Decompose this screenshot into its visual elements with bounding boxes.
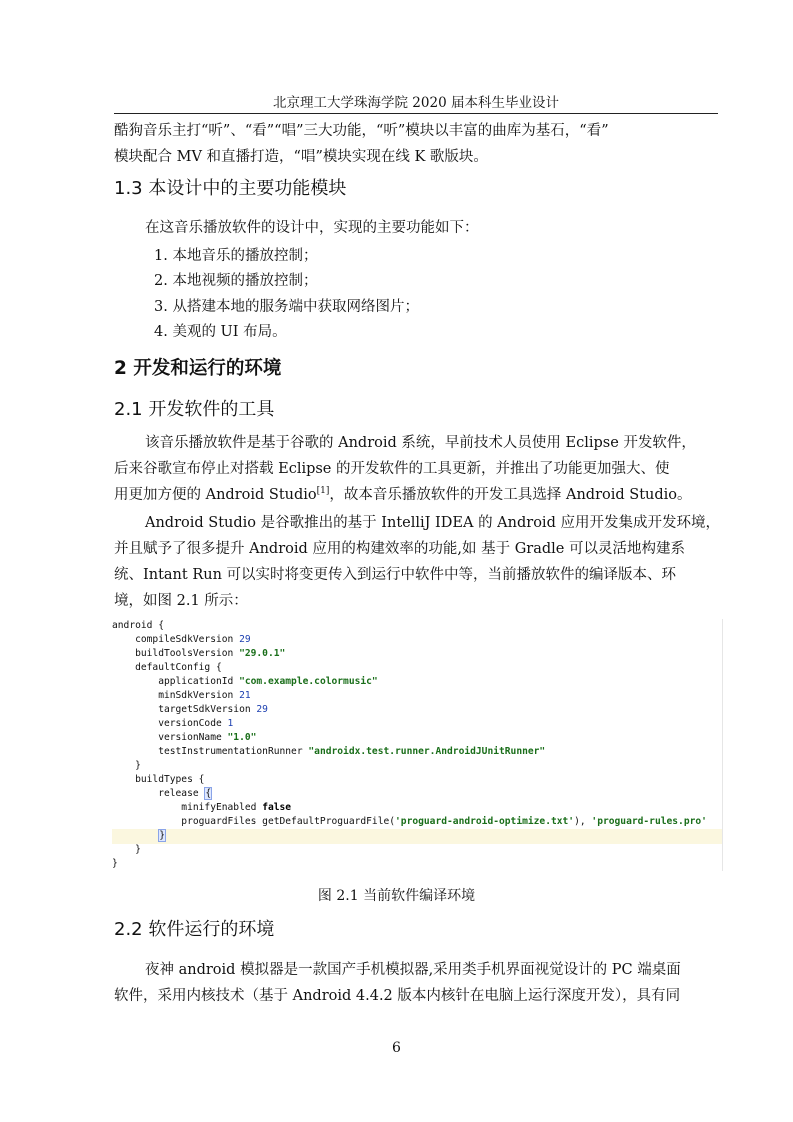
code-line: defaultConfig { bbox=[112, 662, 222, 673]
code-line: } bbox=[112, 760, 141, 771]
code-line: minSdkVersion 21 bbox=[112, 690, 251, 701]
list-item: 4. 美观的 UI 布局。 bbox=[154, 324, 287, 340]
section-heading-1-3: 1.3 本设计中的主要功能模块 bbox=[114, 178, 347, 199]
list-item: 2. 本地视频的播放控制； bbox=[154, 273, 318, 289]
code-line: targetSdkVersion 29 bbox=[112, 704, 268, 715]
section-1-3-lead: 在这音乐播放软件的设计中，实现的主要功能如下： bbox=[145, 220, 479, 236]
code-line: android { bbox=[112, 620, 164, 631]
section-2-1-p1-line-3: 用更加方便的 Android Studio[1]，故本音乐播放软件的开发工具选择 Android Studio。 bbox=[114, 486, 692, 503]
code-line: } bbox=[112, 844, 141, 855]
intro-line-1: 酷狗音乐主打“听”、“看”“唱”三大功能，“听”模块以丰富的曲库为基石，“看” bbox=[114, 123, 609, 139]
code-line: proguardFiles getDefaultProguardFile('proguard-android-optimize.txt'), 'proguard-rules.pro' bbox=[112, 816, 707, 827]
code-line-current: } bbox=[112, 829, 722, 844]
code-line: versionCode 1 bbox=[112, 718, 234, 729]
section-heading-2-1: 2.1 开发软件的工具 bbox=[114, 399, 275, 420]
code-line: } bbox=[112, 858, 118, 869]
page-number: 6 bbox=[392, 1040, 401, 1056]
code-line: testInstrumentationRunner "androidx.test.runner.AndroidJUnitRunner" bbox=[112, 746, 546, 757]
list-item: 3. 从搭建本地的服务端中获取网络图片； bbox=[154, 299, 419, 315]
code-figure bbox=[112, 619, 723, 871]
section-2-2-p1-line-2: 软件，采用内核技术（基于 Android 4.4.2 版本内核针在电脑上运行深度开发），具有同 bbox=[114, 988, 681, 1004]
code-line: applicationId "com.example.colormusic" bbox=[112, 676, 378, 687]
code-line: buildToolsVersion "29.0.1" bbox=[112, 648, 286, 659]
section-2-1-p2-line-4: 境，如图 2.1 所示： bbox=[114, 593, 248, 609]
running-header: 北京理工大学珠海学院 2020 届本科生毕业设计 bbox=[273, 95, 559, 111]
code-line: compileSdkVersion 29 bbox=[112, 634, 251, 645]
intro-line-2: 模块配合 MV 和直播打造，“唱”模块实现在线 K 歌版块。 bbox=[114, 149, 488, 165]
code-line: release { bbox=[112, 788, 212, 799]
section-2-1-p1-line-1: 该音乐播放软件是基于谷歌的 Android 系统，早前技术人员使用 Eclipse 开发软件， bbox=[145, 435, 696, 451]
code-line: versionName "1.0" bbox=[112, 732, 257, 743]
section-2-1-p1-line-2: 后来谷歌宣布停止对搭载 Eclipse 的开发软件的工具更新，并推出了功能更加强大、使 bbox=[114, 461, 670, 477]
section-2-2-p1-line-1: 夜神 android 模拟器是一款国产手机模拟器,采用类手机界面视觉设计的 PC 端桌面 bbox=[145, 962, 681, 978]
section-2-1-p2-line-2: 并且赋予了很多提升 Android 应用的构建效率的功能,如 基于 Gradle 可以灵活地构建系 bbox=[114, 541, 685, 557]
code-line: buildTypes { bbox=[112, 774, 205, 785]
section-heading-2-2: 2.2 软件运行的环境 bbox=[114, 919, 275, 940]
header-rule bbox=[114, 113, 718, 114]
list-item: 1. 本地音乐的播放控制； bbox=[154, 248, 318, 264]
section-2-1-p2-line-3: 统、Intant Run 可以实时将变更传入到运行中软件中等，当前播放软件的编译版本、环 bbox=[114, 567, 677, 583]
code-line: minifyEnabled false bbox=[112, 802, 292, 813]
citation-ref: [1] bbox=[316, 486, 330, 497]
figure-caption: 图 2.1 当前软件编译环境 bbox=[317, 888, 476, 904]
chapter-heading-2: 2 开发和运行的环境 bbox=[114, 358, 282, 379]
section-2-1-p2-line-1: Android Studio 是谷歌推出的基于 IntelliJ IDEA 的 Android 应用开发集成开发环境， bbox=[145, 515, 720, 531]
